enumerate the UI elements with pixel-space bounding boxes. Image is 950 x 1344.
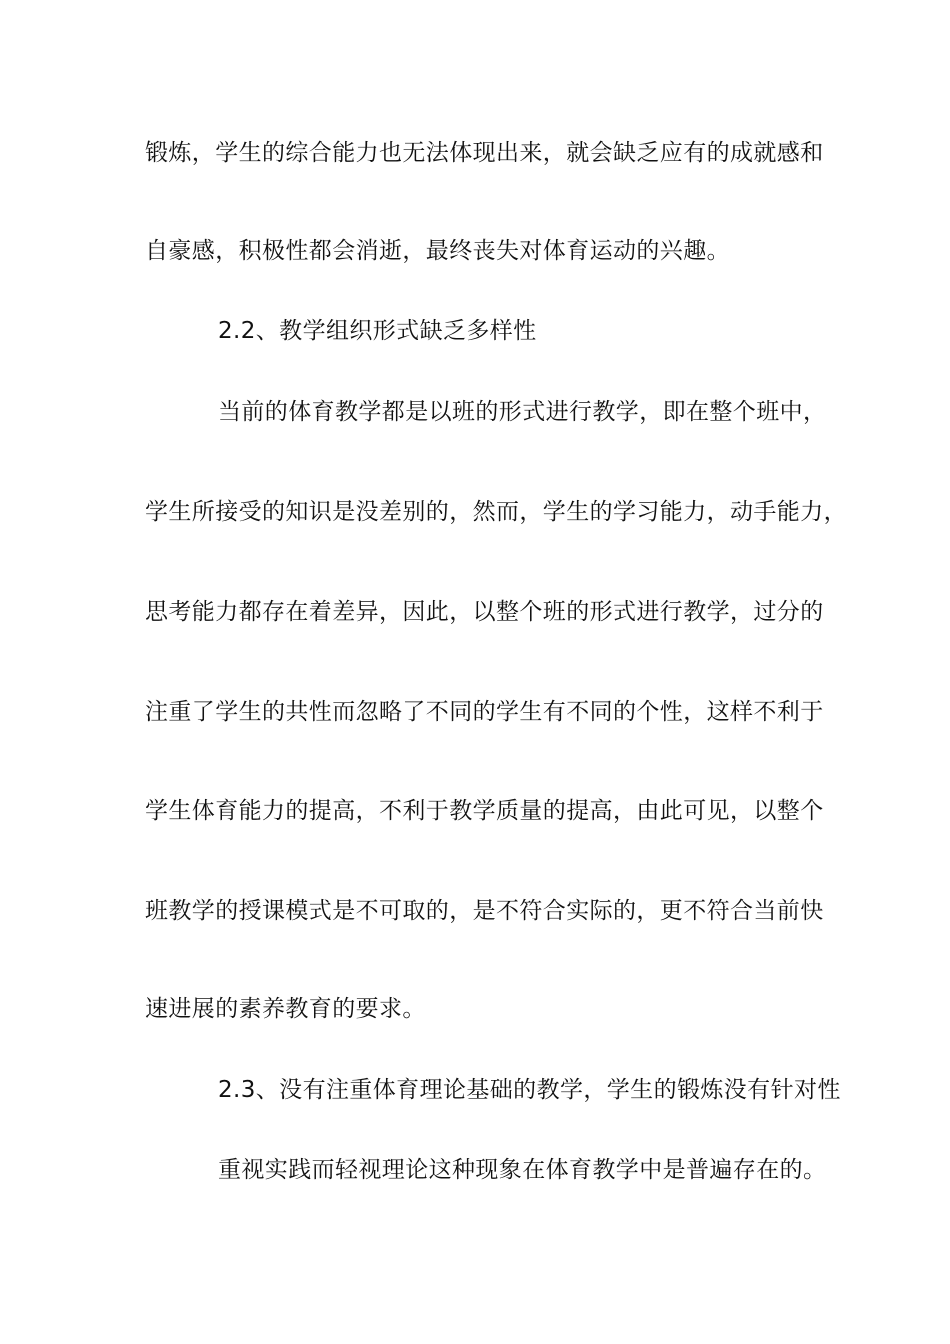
section-heading: 2.3、没有注重体育理论基础的教学，学生的锻炼没有针对性 [218, 1077, 841, 1103]
paragraph-line: 自豪感，积极性都会消逝，最终丧失对体育运动的兴趣。 [145, 238, 730, 264]
paragraph-line: 学生体育能力的提高，不利于教学质量的提高，由此可见，以整个 [145, 798, 824, 824]
paragraph-line: 重视实践而轻视理论这种现象在体育教学中是普遍存在的。 [218, 1157, 827, 1183]
section-heading: 2.2、教学组织形式缺乏多样性 [218, 318, 537, 344]
paragraph-line: 学生所接受的知识是没差别的，然而，学生的学习能力，动手能力， [145, 499, 847, 525]
paragraph-line: 锻炼，学生的综合能力也无法体现出来，就会缺乏应有的成就感和 [145, 140, 824, 166]
paragraph-line: 思考能力都存在着差异，因此，以整个班的形式进行教学，过分的 [145, 599, 824, 625]
paragraph-line: 速进展的素养教育的要求。 [145, 996, 426, 1022]
paragraph-line: 当前的体育教学都是以班的形式进行教学，即在整个班中， [218, 399, 827, 425]
paragraph-line: 注重了学生的共性而忽略了不同的学生有不同的个性，这样不利于 [145, 699, 824, 725]
paragraph-line: 班教学的授课模式是不可取的，是不符合实际的，更不符合当前快 [145, 898, 824, 924]
